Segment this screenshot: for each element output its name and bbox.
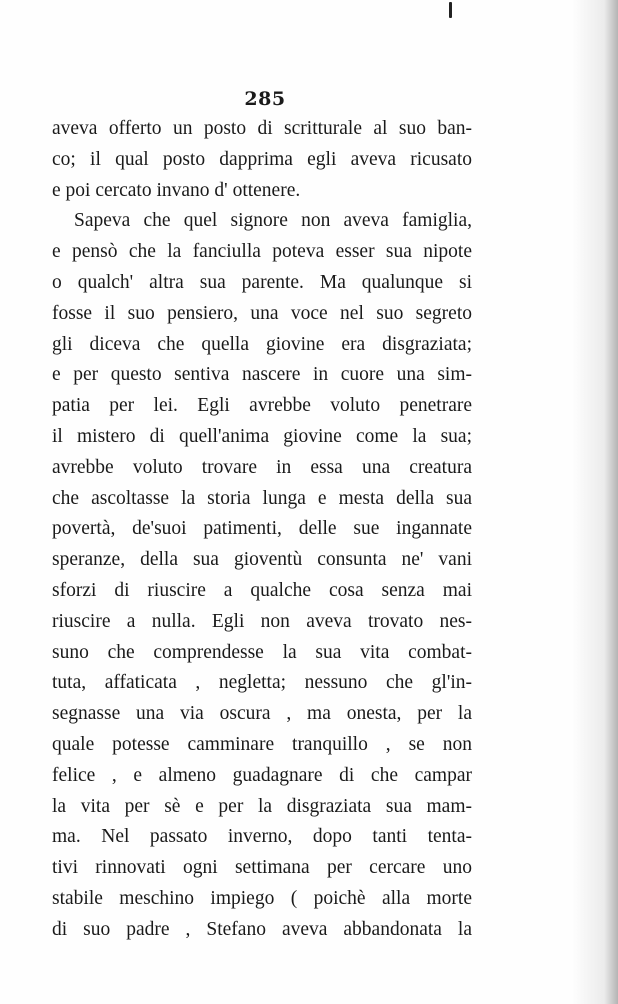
text-line: o qualch' altra sua parente. Ma qualunque si bbox=[52, 271, 472, 293]
text-line: tuta, affaticata , negletta; nessuno che gl'in- bbox=[52, 672, 472, 694]
text-line: suno che comprendesse la sua vita combat- bbox=[52, 641, 472, 663]
text-line: e pensò che la fanciulla poteva esser sua nipote bbox=[52, 241, 472, 263]
text-line: e per questo sentiva nascere in cuore una sim- bbox=[52, 364, 472, 386]
text-line: segnasse una via oscura , ma onesta, per la bbox=[52, 703, 472, 725]
text-line: aveva offerto un posto di scritturale al suo ban- bbox=[52, 118, 472, 139]
text-line: speranze, della sua gioventù consunta ne' vani bbox=[52, 549, 472, 571]
text-line: sforzi di riuscire a qualche cosa senza mai bbox=[52, 579, 472, 601]
body-text bbox=[52, 114, 472, 946]
text-line: di suo padre , Stefano aveva abbandonata la bbox=[52, 918, 472, 940]
scan-mark bbox=[449, 2, 452, 18]
page-edge-shadow bbox=[572, 0, 618, 1004]
text-line: povertà, de'suoi patimenti, delle sue ingannate bbox=[52, 518, 472, 540]
text-line: e poi cercato invano d' ottenere. bbox=[52, 179, 301, 201]
text-line: ma. Nel passato inverno, dopo tanti tenta- bbox=[52, 826, 472, 848]
text-line: che ascoltasse la storia lunga e mesta della sua bbox=[52, 487, 472, 509]
text-line: stabile meschino impiego ( poichè alla morte bbox=[52, 887, 472, 909]
text-line: gli diceva che quella giovine era disgraziata; bbox=[52, 333, 472, 355]
text-line: patia per lei. Egli avrebbe voluto penetrare bbox=[52, 395, 472, 417]
text-line: felice , e almeno guadagnare di che campar bbox=[52, 764, 472, 786]
text-line: avrebbe voluto trovare in essa una creatura bbox=[52, 456, 472, 478]
text-line: tivi rinnovati ogni settimana per cercare uno bbox=[52, 857, 472, 879]
text-line: il mistero di quell'anima giovine come la sua; bbox=[52, 425, 472, 447]
text-line: co; il qual posto dapprima egli aveva ricusato bbox=[52, 148, 472, 170]
text-line: Sapeva che quel signore non aveva famiglia, bbox=[74, 210, 472, 232]
text-line: riuscire a nulla. Egli non aveva trovato nes- bbox=[52, 610, 472, 632]
text-line: quale potesse camminare tranquillo , se non bbox=[52, 733, 472, 755]
text-line: la vita per sè e per la disgraziata sua mam- bbox=[52, 795, 472, 817]
page-number: 285 bbox=[244, 88, 286, 110]
text-line: fosse il suo pensiero, una voce nel suo segreto bbox=[52, 302, 472, 324]
